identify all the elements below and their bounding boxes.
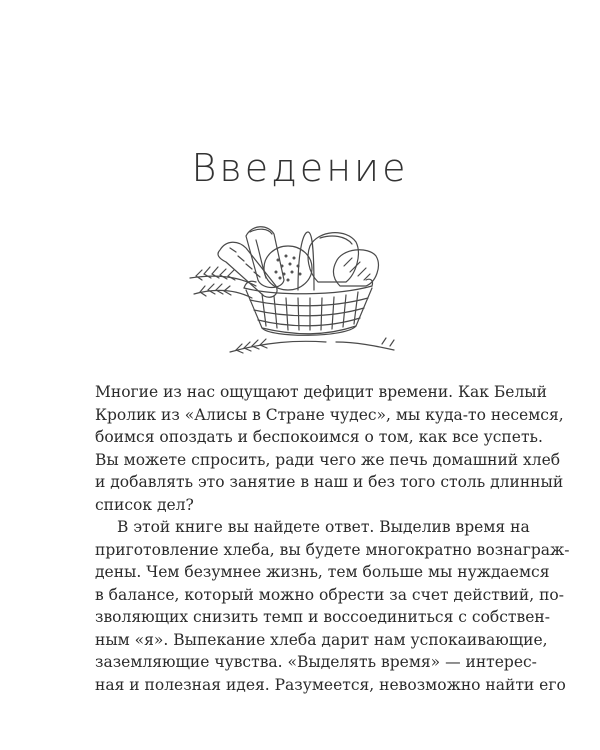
wheat-bottom-icon — [230, 338, 394, 353]
text-line: зволяющих снизить темп и воссоединиться с собствен- — [95, 608, 550, 626]
basket-handle-icon — [298, 232, 314, 290]
text-line: Многие из нас ощущают дефицит времени. Как Белый — [95, 383, 547, 401]
text-line: ным «я». Выпекание хлеба дарит нам успокаивающие, — [95, 630, 548, 649]
text-line: боимся опоздать и беспокоимся о том, как все успеть. — [95, 428, 543, 446]
bread-basket-icon — [186, 216, 418, 360]
text-line: список дел? — [95, 495, 194, 514]
text-line: заземляющие чувства. «Выделять время» — интерес- — [95, 653, 537, 671]
text-line: Кролик из «Алисы в Стране чудес», мы куда-то несемся, — [95, 405, 564, 424]
text-line: Вы можете спросить, ради чего же печь домашний хлеб — [95, 450, 561, 469]
text-line: дены. Чем безумнее жизнь, тем больше мы нуждаемся — [95, 563, 550, 581]
body-text — [95, 381, 570, 696]
long-loaf-icon — [246, 227, 284, 288]
text-line: и добавлять это занятие в наш и без того столь длинный — [95, 473, 564, 491]
wheat-left-icon — [190, 267, 256, 298]
chapter-title: Введение — [191, 146, 409, 190]
text-line: В этой книге вы найдете ответ. Выделив время на — [117, 518, 530, 536]
text-line: приготовление хлеба, вы будете многократно вознаграж- — [95, 540, 570, 559]
basket-icon — [244, 279, 373, 335]
text-line: в балансе, который можно обрести за счет действий, по- — [95, 585, 564, 604]
round-loaf-icon — [264, 246, 312, 290]
text-line: ная и полезная идея. Разумеется, невозможно найти его — [95, 675, 566, 694]
